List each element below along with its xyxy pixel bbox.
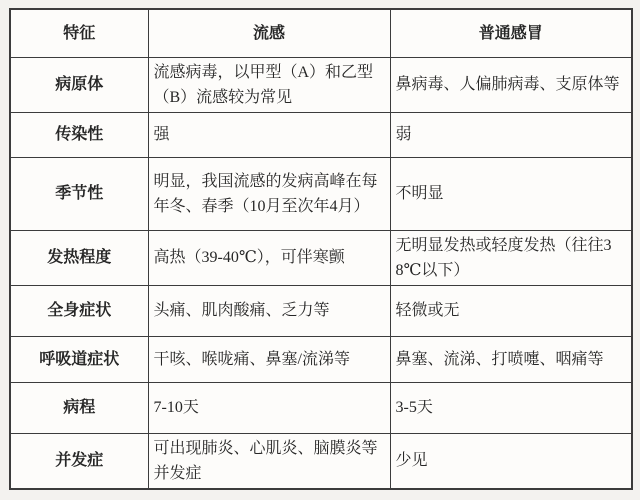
feature-label: 呼吸道症状 (10, 336, 148, 382)
cold-value: 3-5天 (390, 382, 632, 433)
flu-value: 高热（39-40℃），可伴寒颤 (148, 230, 390, 285)
table-row-seasonality (10, 157, 632, 230)
feature-label: 并发症 (10, 433, 148, 489)
table-row-systemic-symptoms (10, 285, 632, 336)
cold-value: 无明显发热或轻度发热（往往38℃以下） (390, 230, 632, 285)
flu-value: 明显，我国流感的发病高峰在每年冬、春季（10月至次年4月） (148, 157, 390, 230)
table-row-respiratory-symptoms (10, 336, 632, 382)
feature-label: 季节性 (10, 157, 148, 230)
header-cell-flu: 流感 (148, 9, 390, 57)
cold-value: 鼻病毒、人偏肺病毒、支原体等 (390, 57, 632, 112)
flu-value: 流感病毒，以甲型（A）和乙型（B）流感较为常见 (148, 57, 390, 112)
feature-label: 病原体 (10, 57, 148, 112)
cold-value: 鼻塞、流涕、打喷嚏、咽痛等 (390, 336, 632, 382)
flu-value: 干咳、喉咙痛、鼻塞/流涕等 (148, 336, 390, 382)
header-cell-feature: 特征 (10, 9, 148, 57)
feature-label: 病程 (10, 382, 148, 433)
flu-value: 7-10天 (148, 382, 390, 433)
table-row-pathogen (10, 57, 632, 112)
cold-value: 不明显 (390, 157, 632, 230)
cold-value: 弱 (390, 112, 632, 157)
feature-label: 全身症状 (10, 285, 148, 336)
flu-value: 头痛、肌肉酸痛、乏力等 (148, 285, 390, 336)
feature-label: 发热程度 (10, 230, 148, 285)
table-row-course (10, 382, 632, 433)
feature-label: 传染性 (10, 112, 148, 157)
table-row-fever (10, 230, 632, 285)
comparison-table-container (9, 8, 633, 490)
cold-value: 少见 (390, 433, 632, 489)
table-row-infectivity (10, 112, 632, 157)
table-row-complications (10, 433, 632, 489)
cold-value: 轻微或无 (390, 285, 632, 336)
flu-vs-cold-table (9, 8, 633, 490)
flu-value: 强 (148, 112, 390, 157)
flu-value: 可出现肺炎、心肌炎、脑膜炎等并发症 (148, 433, 390, 489)
header-cell-cold: 普通感冒 (390, 9, 632, 57)
table-header-row (10, 9, 632, 57)
